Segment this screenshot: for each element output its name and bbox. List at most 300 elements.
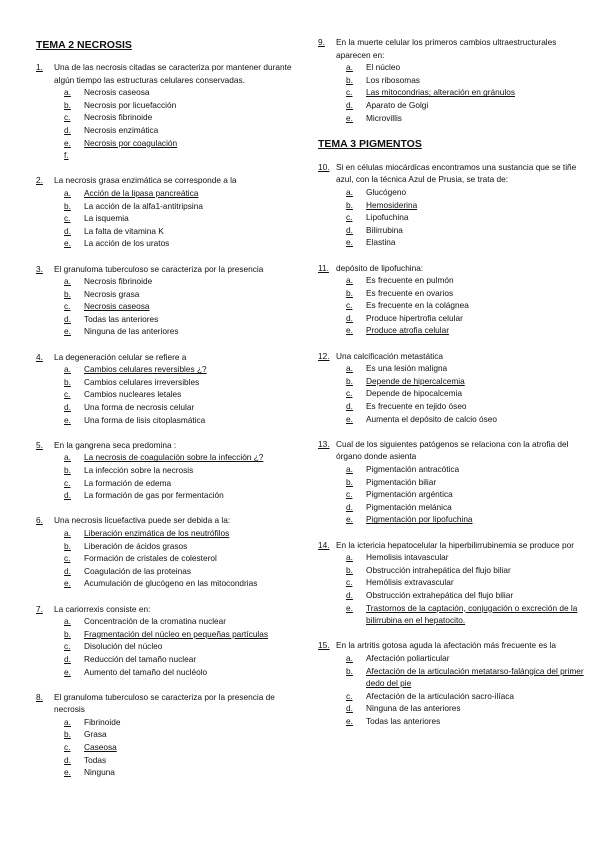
question	[36, 439, 298, 502]
option-text: Ninguna de las anteriores	[366, 703, 461, 714]
option-letter: e.	[64, 578, 71, 589]
answer-option	[346, 362, 588, 375]
question-number: 2.	[36, 175, 43, 186]
option-letter: d.	[346, 99, 353, 110]
option-letter: b.	[346, 287, 353, 298]
question-number: 14.	[318, 539, 330, 550]
question-number: 12.	[318, 350, 330, 361]
option-letter: b.	[64, 465, 71, 475]
answer-option	[346, 387, 588, 400]
option-text: Hemosiderina	[366, 199, 418, 210]
question-text: Si en células miocárdicas encontramos una sustancia que se tiñe azul, con la técnica Azul de Prusia, se trata de:	[336, 161, 577, 185]
option-letter: d.	[64, 402, 71, 413]
option-list	[346, 652, 588, 728]
question-text: La cariorrexis consiste en:	[54, 603, 151, 614]
question	[318, 350, 588, 426]
option-text: Todas las anteriores	[84, 313, 159, 324]
option-text: Es frecuente en la colágnea	[366, 300, 469, 311]
answer-option	[346, 652, 588, 665]
question-number: 6.	[36, 515, 43, 526]
option-text: Microvillis	[366, 112, 402, 123]
question-stem	[318, 350, 588, 363]
option-letter: c.	[64, 553, 71, 564]
question-stem	[36, 263, 298, 276]
option-text: Glucógeno	[366, 186, 407, 197]
option-list	[64, 451, 298, 501]
option-letter: d.	[346, 312, 353, 323]
option-list	[64, 363, 298, 426]
option-text: Formación de cristales de colesterol	[84, 553, 217, 564]
option-text: Coagulación de las proteinas	[84, 565, 192, 576]
question	[36, 514, 298, 590]
option-text: Reducción del tamaño nuclear	[84, 653, 197, 664]
option-letter: d.	[346, 401, 353, 412]
option-text: Produce hipertrofia celular	[366, 312, 463, 323]
option-text: Aumenta el depósito de calcio óseo	[366, 413, 497, 424]
option-text: Pigmentación melánica	[366, 501, 452, 512]
answer-option	[346, 211, 588, 224]
answer-option	[64, 149, 298, 162]
option-letter: e.	[64, 666, 71, 677]
answer-option	[346, 413, 588, 426]
question-text: La necrosis grasa enzimática se corresponde a la	[54, 175, 237, 186]
question-text: En la muerte celular los primeros cambios ultraestructurales aparecen en:	[336, 37, 557, 60]
option-list	[346, 61, 588, 124]
question-list	[318, 36, 588, 124]
option-list	[64, 716, 298, 779]
option-text: Acción de la lipasa pancreática	[84, 187, 199, 198]
option-text: Afectación de la articulación sacro-ilíaca	[366, 690, 515, 701]
answer-option	[64, 640, 298, 653]
answer-option	[64, 653, 298, 666]
question	[36, 691, 298, 779]
answer-option	[64, 124, 298, 137]
option-text: Una forma de necrosis celular	[84, 402, 195, 413]
question-text: Cual de los siguientes patógenos se relaciona con la atrofia del órgano donde asienta	[336, 438, 569, 462]
option-letter: c.	[346, 87, 353, 98]
answer-option	[64, 728, 298, 741]
answer-option	[346, 488, 588, 501]
left-column	[36, 38, 298, 791]
question-number: 9.	[318, 37, 325, 47]
answer-option	[64, 237, 298, 250]
option-text: La isquemia	[84, 213, 129, 224]
option-letter: e.	[346, 112, 353, 123]
question-number: 15.	[318, 640, 330, 651]
answer-option	[346, 312, 588, 325]
option-text: Necrosis enzimática	[84, 124, 159, 135]
option-text: La acción de los uratos	[84, 238, 170, 249]
option-letter: a.	[64, 276, 71, 287]
option-letter: a.	[346, 186, 353, 197]
option-text: Necrosis fibrinoide	[84, 112, 153, 123]
option-letter: e.	[346, 325, 353, 336]
question-stem	[318, 639, 588, 652]
option-text: Pigmentación argéntica	[366, 489, 453, 500]
answer-option-marked	[346, 513, 588, 526]
option-text: Concentración de la cromatina nuclear	[84, 616, 227, 627]
option-letter: b.	[64, 628, 71, 639]
option-text: Todas	[84, 754, 107, 765]
answer-option	[64, 477, 298, 490]
option-text: Cambios nucleares letales	[84, 389, 182, 400]
question-text: depósito de lipofuchina:	[336, 262, 424, 273]
option-letter: e.	[346, 602, 353, 613]
answer-option	[64, 414, 298, 427]
question-stem	[36, 514, 298, 527]
answer-option	[64, 86, 298, 99]
answer-option	[64, 464, 298, 477]
option-text: Hemolisis intavascular	[366, 552, 449, 563]
question	[318, 262, 588, 338]
option-letter: b.	[64, 200, 71, 211]
option-letter: c.	[64, 213, 71, 224]
option-letter: a.	[346, 62, 353, 73]
option-letter: d.	[346, 589, 353, 600]
option-text: Pigmentación por lipofuchina	[366, 514, 473, 525]
option-letter: b.	[346, 375, 353, 386]
answer-option	[64, 577, 298, 590]
option-letter: e.	[64, 326, 71, 337]
option-text: Obstrucción extrahepática del flujo biliar	[366, 589, 514, 600]
question-number: 3.	[36, 263, 43, 274]
question-stem	[36, 351, 298, 364]
question-text: En la artritis gotosa aguda la afectación más frecuente es la	[336, 640, 556, 651]
option-letter: d.	[346, 224, 353, 235]
option-letter: e.	[346, 514, 353, 525]
answer-option	[346, 501, 588, 514]
option-letter: e.	[64, 137, 71, 148]
option-letter: b.	[64, 540, 71, 551]
option-text: La formación de gas por fermentación	[84, 490, 224, 501]
question-number: 8.	[36, 691, 43, 702]
option-letter: c.	[64, 389, 71, 400]
option-list	[346, 274, 588, 337]
answer-option-marked	[64, 527, 298, 540]
question-number: 10.	[318, 161, 330, 172]
option-letter: c.	[64, 301, 71, 312]
question-stem	[318, 161, 588, 186]
option-text: Acumulación de glucógeno en las mitocondrias	[84, 578, 258, 589]
question-text: La degeneración celular se refiere a	[54, 351, 187, 362]
option-letter: d.	[346, 703, 353, 714]
option-letter: b.	[346, 199, 353, 210]
answer-option	[346, 702, 588, 715]
answer-option	[64, 212, 298, 225]
answer-option-marked	[64, 363, 298, 376]
option-letter: f.	[64, 150, 69, 161]
option-letter: c.	[346, 577, 353, 588]
option-letter: e.	[64, 414, 71, 425]
question-text: En la gangrena seca predomina :	[54, 439, 177, 450]
option-letter: a.	[64, 716, 71, 727]
option-letter: b.	[64, 729, 71, 740]
option-letter: b.	[346, 665, 353, 676]
answer-option-marked	[64, 741, 298, 754]
answer-option	[64, 565, 298, 578]
option-text: Lipofuchina	[366, 212, 409, 223]
question-text: Una calcificación metastática	[336, 350, 443, 361]
answer-option	[64, 489, 298, 502]
option-letter: a.	[64, 364, 71, 375]
answer-option-marked	[64, 300, 298, 313]
option-letter: d.	[64, 313, 71, 324]
option-letter: d.	[64, 124, 71, 135]
option-text: Hemólisis extravascular	[366, 577, 454, 588]
option-letter: a.	[64, 187, 71, 198]
option-letter: c.	[64, 477, 71, 488]
option-letter: d.	[64, 754, 71, 765]
option-text: Necrosis por licuefacción	[84, 99, 177, 110]
option-text: Afectación de la articulación metatarso-falángica del primer dedo del pie	[366, 665, 584, 689]
option-text: Pigmentación biliar	[366, 476, 437, 487]
option-text	[84, 149, 298, 162]
question	[36, 351, 298, 427]
option-text: Obstrucción intrahepática del flujo biliar	[366, 564, 511, 575]
option-text: Liberación enzimática de los neutrófilos	[84, 527, 230, 538]
option-letter: b.	[346, 74, 353, 85]
option-letter: d.	[64, 565, 71, 576]
question-list	[318, 161, 588, 728]
option-text: Trastornos de la captación, conjugación o excreción de la bilirrubina en el hepatocito.	[366, 602, 578, 626]
option-letter: c.	[346, 690, 353, 701]
option-text: Depende de hipercalcemia	[366, 375, 465, 386]
answer-option	[64, 111, 298, 124]
question-stem	[318, 438, 588, 463]
question	[36, 174, 298, 250]
question-number: 4.	[36, 351, 43, 362]
option-letter: c.	[64, 641, 71, 652]
option-letter: c.	[346, 489, 353, 500]
option-list	[346, 362, 588, 425]
question	[318, 539, 588, 627]
answer-option-marked	[64, 628, 298, 641]
option-text: Pigmentación antracótica	[366, 464, 460, 474]
option-text: Produce atrofia celular	[366, 325, 450, 336]
question-stem	[318, 36, 588, 61]
question-text: Una necrosis licuefactiva puede ser debida a la:	[54, 515, 231, 526]
option-text: Aparato de Golgi	[366, 99, 429, 110]
option-text: Los ribosomas	[366, 74, 420, 85]
question	[318, 161, 588, 249]
option-text: Depende de hipocalcemia	[366, 388, 462, 399]
answer-option-marked	[346, 324, 588, 337]
question-list	[36, 61, 298, 779]
answer-option	[64, 313, 298, 326]
answer-option-marked	[64, 451, 298, 464]
question-stem	[318, 262, 588, 275]
answer-option	[346, 287, 588, 300]
option-text: Liberación de ácidos grasos	[84, 540, 188, 551]
option-text: Fibrinoide	[84, 716, 121, 727]
question	[36, 603, 298, 679]
answer-option	[346, 476, 588, 489]
option-text: La falta de vitamina K	[84, 225, 164, 236]
answer-option	[346, 690, 588, 703]
option-letter: e.	[64, 767, 71, 778]
answer-option	[346, 463, 588, 476]
answer-option	[346, 564, 588, 577]
option-text: Elastina	[366, 237, 396, 248]
option-text: Disolución del núcleo	[84, 641, 163, 652]
option-list	[346, 463, 588, 526]
answer-option	[64, 716, 298, 729]
option-letter: a.	[346, 652, 353, 663]
answer-option	[346, 61, 588, 74]
answer-option	[64, 754, 298, 767]
option-letter: d.	[64, 653, 71, 664]
option-letter: c.	[346, 212, 353, 223]
answer-option	[346, 299, 588, 312]
option-text: Cambios celulares irreversibles	[84, 376, 200, 387]
option-text: Ninguna	[84, 767, 115, 778]
answer-option	[64, 666, 298, 679]
question-text: En la ictericia hepatocelular la hiperbilirrubinemia se produce por	[336, 539, 574, 550]
option-text: El núcleo	[366, 62, 401, 73]
option-text: Cambios celulares reversibles ¿?	[84, 364, 207, 375]
answer-option	[64, 225, 298, 238]
option-letter: c.	[346, 388, 353, 399]
answer-option	[346, 715, 588, 728]
option-letter: a.	[346, 552, 353, 563]
answer-option	[64, 200, 298, 213]
answer-option	[346, 551, 588, 564]
answer-option	[64, 275, 298, 288]
question-number: 13.	[318, 438, 330, 449]
answer-option-marked	[64, 187, 298, 200]
option-list	[64, 527, 298, 590]
option-text: Afectación poliarticular	[366, 652, 450, 663]
option-list	[346, 551, 588, 627]
option-text: Es frecuente en pulmón	[366, 275, 454, 286]
question	[318, 639, 588, 727]
answer-option	[346, 274, 588, 287]
answer-option	[64, 540, 298, 553]
question	[36, 263, 298, 339]
option-text: Bilirrubina	[366, 224, 403, 235]
answer-option	[346, 236, 588, 249]
answer-option-marked	[64, 137, 298, 150]
option-list	[346, 186, 588, 249]
option-letter: d.	[64, 490, 71, 501]
option-list	[64, 275, 298, 338]
option-text: Necrosis caseosa	[84, 87, 150, 98]
answer-option	[346, 576, 588, 589]
option-text: Ninguna de las anteriores	[84, 326, 179, 337]
option-letter: a.	[346, 363, 353, 374]
question	[36, 61, 298, 162]
option-text: La necrosis de coagulación sobre la infección ¿?	[84, 452, 264, 463]
question-number: 5.	[36, 439, 43, 450]
option-letter: c.	[64, 112, 71, 123]
answer-option-marked	[346, 86, 588, 99]
option-letter: b.	[64, 376, 71, 387]
option-text: La formación de edema	[84, 477, 172, 488]
right-column	[318, 36, 588, 740]
answer-option	[64, 376, 298, 389]
option-letter: e.	[346, 413, 353, 424]
answer-option	[346, 186, 588, 199]
option-list	[64, 86, 298, 162]
option-letter: b.	[346, 476, 353, 487]
option-text: Necrosis grasa	[84, 288, 140, 299]
option-text: Es una lesión maligna	[366, 363, 448, 374]
question-stem	[36, 174, 298, 187]
option-letter: d.	[346, 501, 353, 512]
option-letter: b.	[64, 288, 71, 299]
option-text: Es frecuente en ovarios	[366, 287, 454, 298]
option-letter: a.	[346, 275, 353, 286]
option-text: Es frecuente en tejido óseo	[366, 401, 467, 412]
question-text: El granuloma tuberculoso se caracteriza por la presencia de necrosis	[54, 691, 275, 715]
option-letter: e.	[346, 237, 353, 248]
option-letter: a.	[64, 616, 71, 627]
option-text: Necrosis fibrinoide	[84, 276, 153, 287]
option-text: Fragmentación del núcleo en pequeñas partículas	[84, 628, 269, 639]
question-number: 1.	[36, 62, 43, 72]
option-letter: a.	[64, 452, 71, 463]
option-letter: c.	[64, 742, 71, 753]
option-text: La infección sobre la necrosis	[84, 465, 194, 475]
answer-option	[64, 325, 298, 338]
option-text: Caseosa	[84, 742, 117, 753]
question-text: El granuloma tuberculoso se caracteriza por la presencia	[54, 263, 264, 274]
option-text: Una forma de lisis citoplasmática	[84, 414, 206, 425]
answer-option	[346, 400, 588, 413]
answer-option	[346, 589, 588, 602]
answer-option	[64, 766, 298, 779]
option-letter: a.	[346, 464, 353, 474]
option-letter: c.	[346, 300, 353, 311]
section-title-necrosis: TEMA 2 NECROSIS	[36, 39, 132, 51]
option-letter: a.	[64, 87, 71, 98]
option-letter: e.	[64, 238, 71, 249]
option-text: Necrosis caseosa	[84, 301, 150, 312]
answer-option	[64, 401, 298, 414]
section-title-pigmentos: TEMA 3 PIGMENTOS	[318, 137, 422, 150]
question-stem	[36, 439, 298, 452]
question-number: 11.	[318, 262, 329, 273]
option-text: Las mitocondrias; alteración en gránulos	[366, 87, 515, 98]
answer-option	[346, 99, 588, 112]
option-text: Necrosis por coagulación	[84, 137, 178, 148]
option-letter: b.	[346, 564, 353, 575]
question	[318, 438, 588, 526]
option-list	[64, 187, 298, 250]
question-stem	[36, 61, 298, 86]
answer-option	[64, 388, 298, 401]
answer-option	[346, 224, 588, 237]
option-letter: d.	[64, 225, 71, 236]
answer-option	[346, 112, 588, 125]
option-letter: b.	[64, 99, 71, 110]
answer-option-marked	[346, 199, 588, 212]
answer-option	[64, 552, 298, 565]
answer-option	[64, 99, 298, 112]
option-text: La acción de la alfa1-antitripsina	[84, 200, 203, 211]
answer-option	[64, 288, 298, 301]
answer-option-marked	[346, 665, 588, 690]
answer-option-marked	[346, 375, 588, 388]
question-stem	[36, 603, 298, 616]
option-letter: e.	[346, 715, 353, 726]
option-text: Grasa	[84, 729, 107, 740]
question-number: 7.	[36, 603, 43, 614]
answer-option	[346, 74, 588, 87]
question	[318, 36, 588, 124]
answer-option-marked	[346, 602, 588, 627]
option-letter: a.	[64, 527, 71, 538]
